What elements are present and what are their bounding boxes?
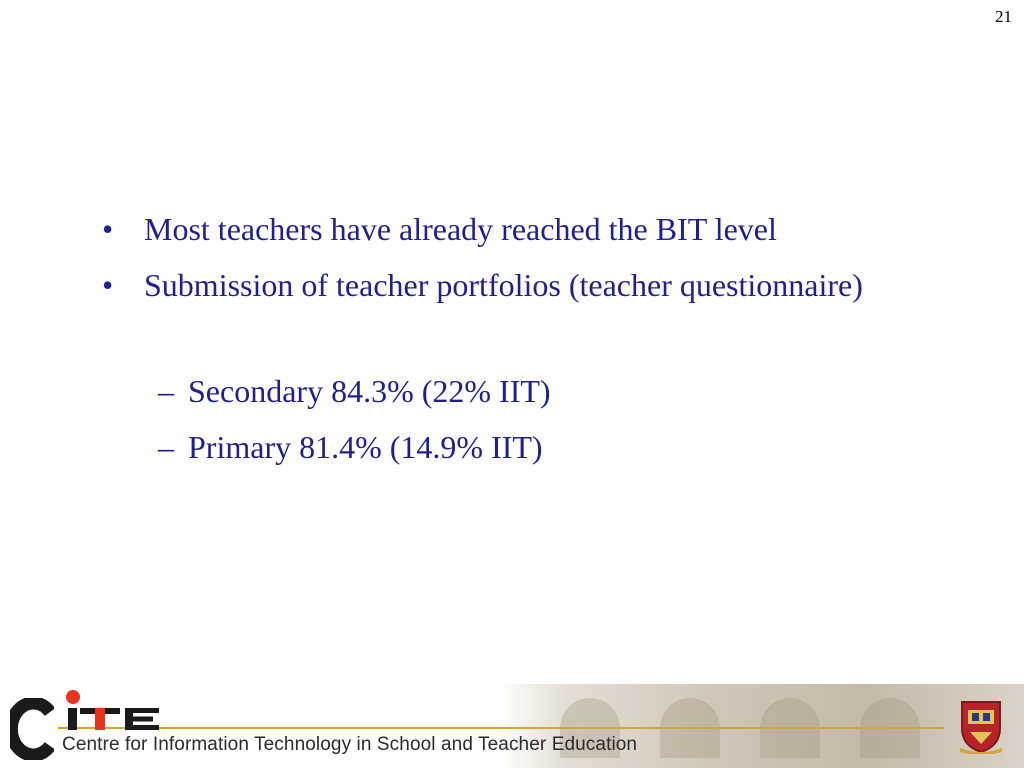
- sub-bullet-item: [158, 428, 888, 466]
- bullet-item: [102, 266, 864, 304]
- sub-bullet-text: Secondary 84.3% (22% IIT): [188, 373, 551, 409]
- logo-t-letter: [80, 708, 120, 730]
- slide-footer: [0, 684, 1024, 768]
- bullet-text: Submission of teacher portfolios (teacher questionnaire): [144, 267, 863, 303]
- sub-bullet-item: [158, 372, 888, 410]
- sub-bullet-text: Primary 81.4% (14.9% IIT): [188, 429, 543, 465]
- page-number: 21: [995, 7, 1012, 26]
- footer-tagline: Centre for Information Technology in School and Teacher Education: [62, 734, 638, 755]
- bullet-marker: •: [102, 267, 114, 303]
- logo-i-letter: [68, 708, 77, 730]
- logo-red-dot: [66, 690, 80, 704]
- sub-bullet-marker: –: [158, 429, 174, 465]
- bullet-marker: •: [102, 211, 114, 247]
- logo-e-letter: [125, 708, 159, 730]
- bullet-text: Most teachers have already reached the BIT level: [144, 211, 777, 247]
- university-crest-icon: [958, 698, 1004, 754]
- logo-c-letter: [10, 698, 54, 760]
- sub-bullet-marker: –: [158, 373, 174, 409]
- footer-divider: [58, 727, 944, 729]
- bullet-item: [102, 210, 964, 248]
